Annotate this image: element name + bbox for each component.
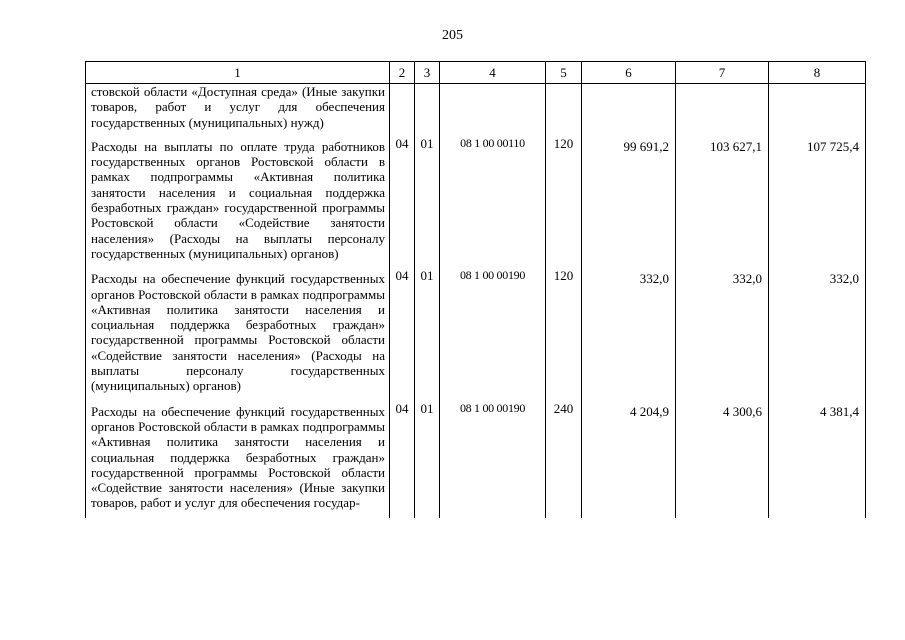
header-row: [86, 62, 866, 84]
row-section-code: 04: [390, 136, 415, 268]
header-cell-3: 3: [415, 62, 440, 84]
header-cell-5: 5: [546, 62, 582, 84]
row-description: Расходы на обеспечение функций государственных органов Ростовской области в рамках подпрограммы «Активная политика занятости населения и социальная поддержка безработных граждан» государственной программы Ростовской области «Содействие занятости населения» (Расходы на выплаты персоналу государственных (муниципальных) органов): [86, 268, 390, 400]
table-row: [86, 268, 866, 400]
header-cell-7: 7: [676, 62, 769, 84]
table-row: [86, 84, 866, 136]
row-amount-year3: 107 725,4: [769, 136, 866, 268]
row-subsection-code: 01: [415, 401, 440, 518]
row-amount-year3: 332,0: [769, 268, 866, 400]
budget-table: [85, 61, 866, 518]
row-amount-year2: [676, 84, 769, 136]
row-amount-year3: 4 381,4: [769, 401, 866, 518]
row-target-article: 08 1 00 00190: [440, 401, 546, 518]
row-subsection-code: [415, 84, 440, 136]
row-subsection-code: 01: [415, 136, 440, 268]
row-expense-type: 240: [546, 401, 582, 518]
header-cell-6: 6: [582, 62, 676, 84]
header-cell-8: 8: [769, 62, 866, 84]
row-amount-year1: [582, 84, 676, 136]
header-cell-2: 2: [390, 62, 415, 84]
row-subsection-code: 01: [415, 268, 440, 400]
row-section-code: 04: [390, 268, 415, 400]
row-expense-type: 120: [546, 268, 582, 400]
page-number: 205: [442, 28, 463, 43]
row-amount-year2: 332,0: [676, 268, 769, 400]
row-expense-type: [546, 84, 582, 136]
row-amount-year2: 4 300,6: [676, 401, 769, 518]
header-cell-1: 1: [86, 62, 390, 84]
row-amount-year1: 332,0: [582, 268, 676, 400]
row-description: стовской области «Доступная среда» (Иные закупки товаров, работ и услуг для обеспечения государственных (муниципальных) нужд): [86, 84, 390, 136]
row-expense-type: 120: [546, 136, 582, 268]
row-target-article: [440, 84, 546, 136]
row-amount-year1: 99 691,2: [582, 136, 676, 268]
row-section-code: [390, 84, 415, 136]
row-amount-year3: [769, 84, 866, 136]
header-cell-4: 4: [440, 62, 546, 84]
row-section-code: 04: [390, 401, 415, 518]
row-description: Расходы на выплаты по оплате труда работников государственных органов Ростовской области в рамках подпрограммы «Активная политика занятости населения и социальная поддержка безработных граждан» государственной программы Ростовской области «Содействие занятости населения» (Расходы на выплаты персоналу государственных (муниципальных) органов): [86, 136, 390, 268]
row-description: Расходы на обеспечение функций государственных органов Ростовской области в рамках подпрограммы «Активная политика занятости населения и социальная поддержка безработных граждан» государственной программы Ростовской области «Содействие занятости населения» (Иные закупки товаров, работ и услуг для обеспечения государ-: [86, 401, 390, 518]
row-amount-year1: 4 204,9: [582, 401, 676, 518]
row-target-article: 08 1 00 00190: [440, 268, 546, 400]
row-amount-year2: 103 627,1: [676, 136, 769, 268]
table-row: [86, 136, 866, 268]
table-row: [86, 401, 866, 518]
row-target-article: 08 1 00 00110: [440, 136, 546, 268]
